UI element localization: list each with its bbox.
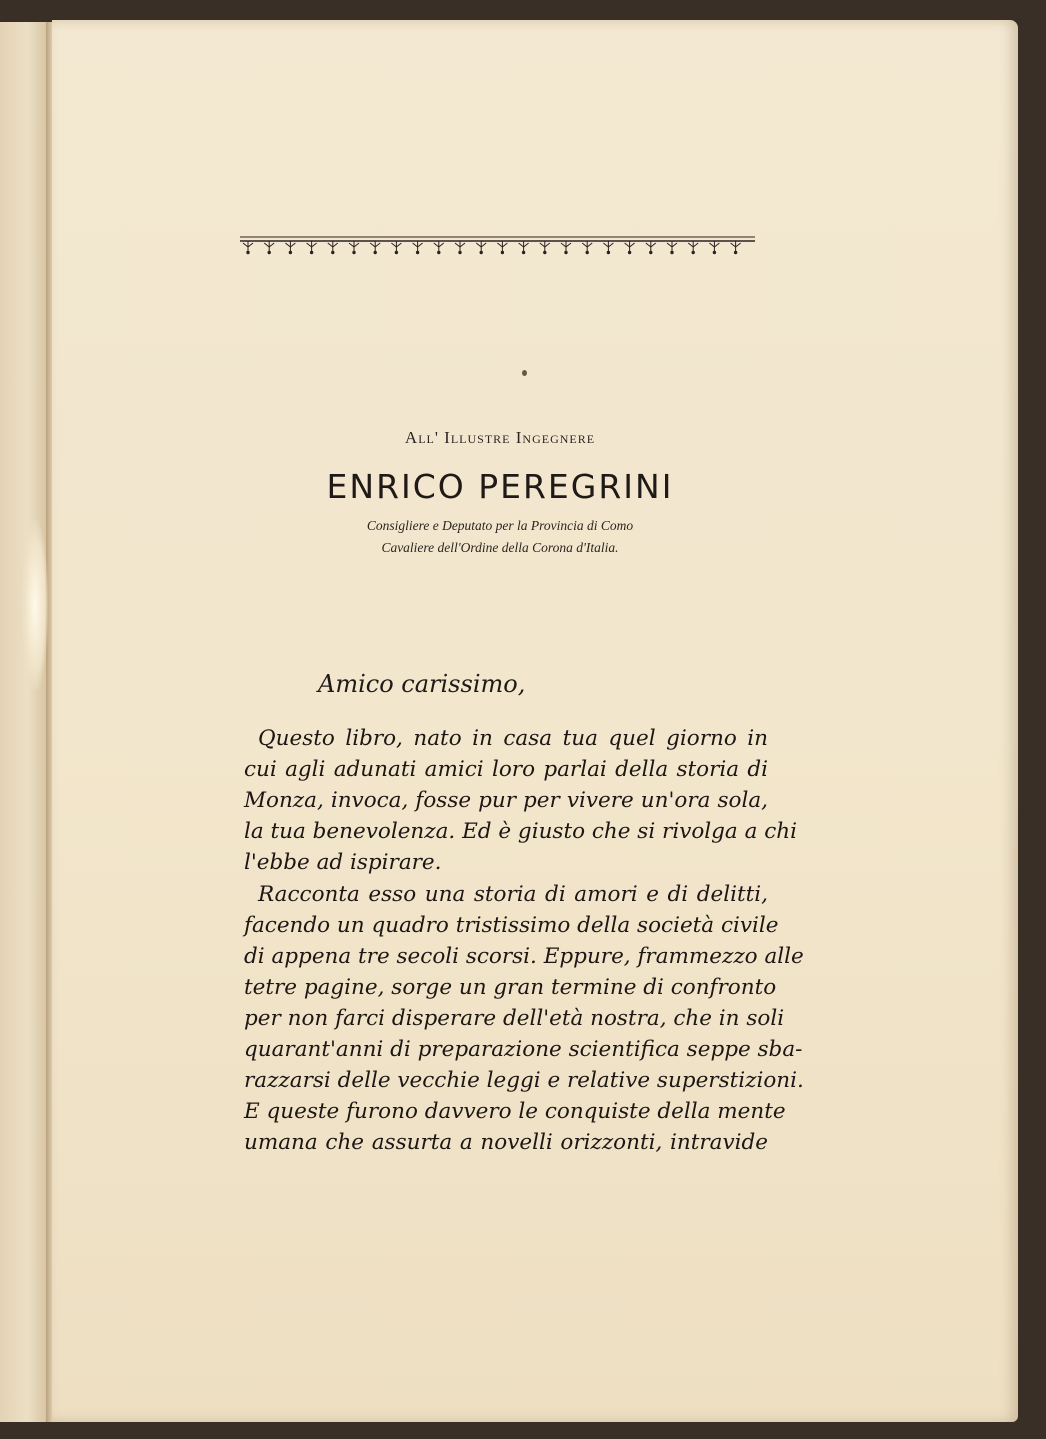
dedicatee-title-line: Consigliere e Deputato per la Provincia di Como	[366, 518, 634, 533]
text-line: quarant'anni di preparazione scientifica seppe sba-	[244, 1037, 803, 1062]
text-line: l'ebbe ad ispirare.	[244, 850, 442, 875]
text-line: Questo libro, nato in casa tua quel giorno in	[258, 726, 768, 751]
decorative-border-ornament	[240, 234, 755, 256]
text-line: facendo un quadro tristissimo della società civile	[244, 913, 779, 938]
dedicatee-name: ENRICO PEREGRINI	[326, 467, 674, 506]
book-page	[52, 20, 1018, 1422]
salutation: Amico carissimo,	[318, 670, 526, 698]
text-line: Monza, invoca, fosse pur per vivere un'ora sola,	[244, 788, 768, 813]
left-page-edge	[0, 22, 47, 1422]
text-line: razzarsi delle vecchie leggi e relative superstizioni.	[244, 1068, 804, 1093]
text-line: E queste furono davvero le conquiste della mente	[244, 1099, 786, 1124]
text-line: tetre pagine, sorge un gran termine di confronto	[244, 975, 777, 1000]
dedicatee-title-line: Cavaliere dell'Ordine della Corona d'Italia.	[381, 540, 619, 555]
text-line: cui agli adunati amici loro parlai della storia di	[244, 757, 768, 782]
text-line: per non farci disperare dell'età nostra, che in soli	[244, 1006, 785, 1031]
text-line: la tua benevolenza. Ed è giusto che si rivolga a chi	[244, 819, 798, 844]
text-line: umana che assurta a novelli orizzonti, intravide	[244, 1130, 768, 1155]
spine-crease	[22, 520, 48, 690]
text-line: di appena tre secoli scorsi. Eppure, frammezzo alle	[244, 944, 804, 969]
dedication-heading: All' Illustre Ingegnere	[404, 428, 596, 447]
ink-speck	[522, 370, 527, 376]
text-line: Racconta esso una storia di amori e di delitti,	[258, 882, 768, 907]
